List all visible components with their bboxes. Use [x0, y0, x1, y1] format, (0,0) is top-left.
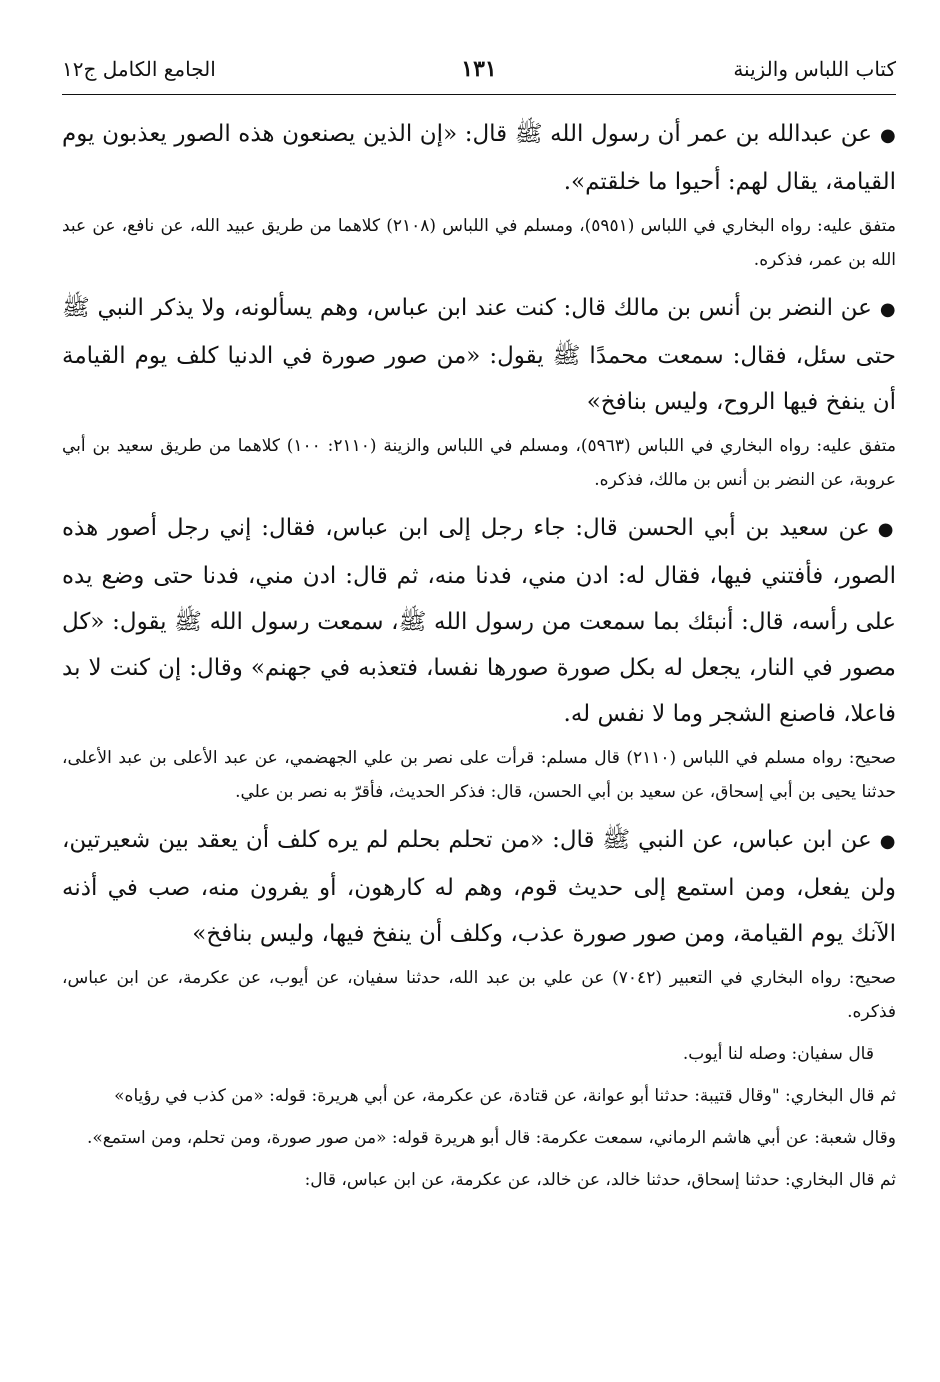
page-content [62, 111, 896, 1197]
takhrij-note: ثم قال البخاري: "وقال قتيبة: حدثنا أبو عوانة، عن قتادة، عن عكرمة، عن أبي هريرة: قوله: «من كذب في رؤياه» [114, 1086, 896, 1106]
bullet-icon: ● [880, 125, 896, 146]
hadith-text: عن ابن عباس، عن النبي ﷺ قال: «من تحلم بحلم لم يره كلف أن يعقد بين شعيرتين، ولن يفعل، ومن استمع إلى حديث قوم، وهم له كارهون، أو يفرون منه، صب في أذنه الآنك يوم القيامة، ومن صور صورة عذب، وكلف أن ينفخ فيها، وليس بنافخ» [62, 827, 896, 947]
hadith-paragraph [62, 285, 896, 425]
takhrij-note: وقال شعبة: عن أبي هاشم الرماني، سمعت عكرمة: قال أبو هريرة قوله: «من صور صورة، ومن تحلم، ومن استمع». [86, 1128, 896, 1148]
hadith-text: عن عبدالله بن عمر أن رسول الله ﷺ قال: «إن الذين يصنعون هذه الصور يعذبون يوم القيامة، يقال لهم: أحيوا ما خلقتم». [62, 121, 896, 195]
takhrij-note: متفق عليه: رواه البخاري في اللباس (٥٩٥١)، ومسلم في اللباس (٢١٠٨) كلاهما من طريق عبيد الله، عن نافع، عن عبد الله بن عمر، فذكره. [62, 216, 896, 270]
takhrij-note: ثم قال البخاري: حدثنا إسحاق، حدثنا خالد، عن خالد، عن عكرمة، عن ابن عباس، قال: [304, 1170, 896, 1190]
book-title: كتاب اللباس والزينة [733, 57, 896, 81]
takhrij-note: صحيح: رواه مسلم في اللباس (٢١١٠) قال مسلم: قرأت على نصر بن علي الجهضمي، عن عبد الأعلى بن عبد الأعلى، حدثنا يحيى بن أبي إسحاق، عن سعيد بن أبي الحسن، قال: فذكر الحديث، فأقرّ به نصر بن علي. [62, 748, 896, 802]
hadith-paragraph [62, 817, 896, 957]
page-number: ١٣١ [461, 56, 497, 82]
page [62, 56, 896, 1205]
hadith-paragraph [62, 505, 896, 737]
bullet-icon: ● [879, 831, 896, 852]
hadith-text: عن النضر بن أنس بن مالك قال: كنت عند ابن عباس، وهم يسألونه، ولا يذكر النبي ﷺ حتى سئل، فقال: سمعت محمدًا ﷺ يقول: «من صور صورة في الدنيا كلف يوم القيامة أن ينفخ فيها الروح، وليس بنافخ» [62, 295, 896, 415]
takhrij-note: قال سفيان: وصله لنا أيوب. [682, 1044, 874, 1064]
hadith-paragraph [62, 111, 896, 205]
running-header [62, 56, 896, 95]
bullet-icon: ● [877, 519, 896, 540]
series-title: الجامع الكامل ج١٢ [61, 57, 216, 81]
bullet-icon: ● [879, 299, 896, 320]
takhrij-note: متفق عليه: رواه البخاري في اللباس (٥٩٦٣)، ومسلم في اللباس والزينة (٢١١٠: ١٠٠) كلاهما من طريق سعيد بن أبي عروبة، عن النضر بن أنس بن مالك، فذكره. [62, 436, 896, 490]
takhrij-note: صحيح: رواه البخاري في التعبير (٧٠٤٢) عن علي بن عبد الله، حدثنا سفيان، عن أيوب، عن عكرمة، عن ابن عباس، فذكره. [62, 968, 896, 1022]
hadith-text: عن سعيد بن أبي الحسن قال: جاء رجل إلى ابن عباس، فقال: إني رجل أصور هذه الصور، فأفتني فيها، فقال له: ادن مني، فدنا منه، ثم قال: ادن مني، فدنا حتى وضع يده على رأسه، قال: أنبئك بما سمعت من رسول الله ﷺ، سمعت رسول الله ﷺ يقول: «كل مصور في النار، يجعل له بكل صورة صورها نفسا، فتعذبه في جهنم» وقال: إن كنت لا بد فاعلا، فاصنع الشجر وما لا نفس له. [62, 515, 896, 727]
